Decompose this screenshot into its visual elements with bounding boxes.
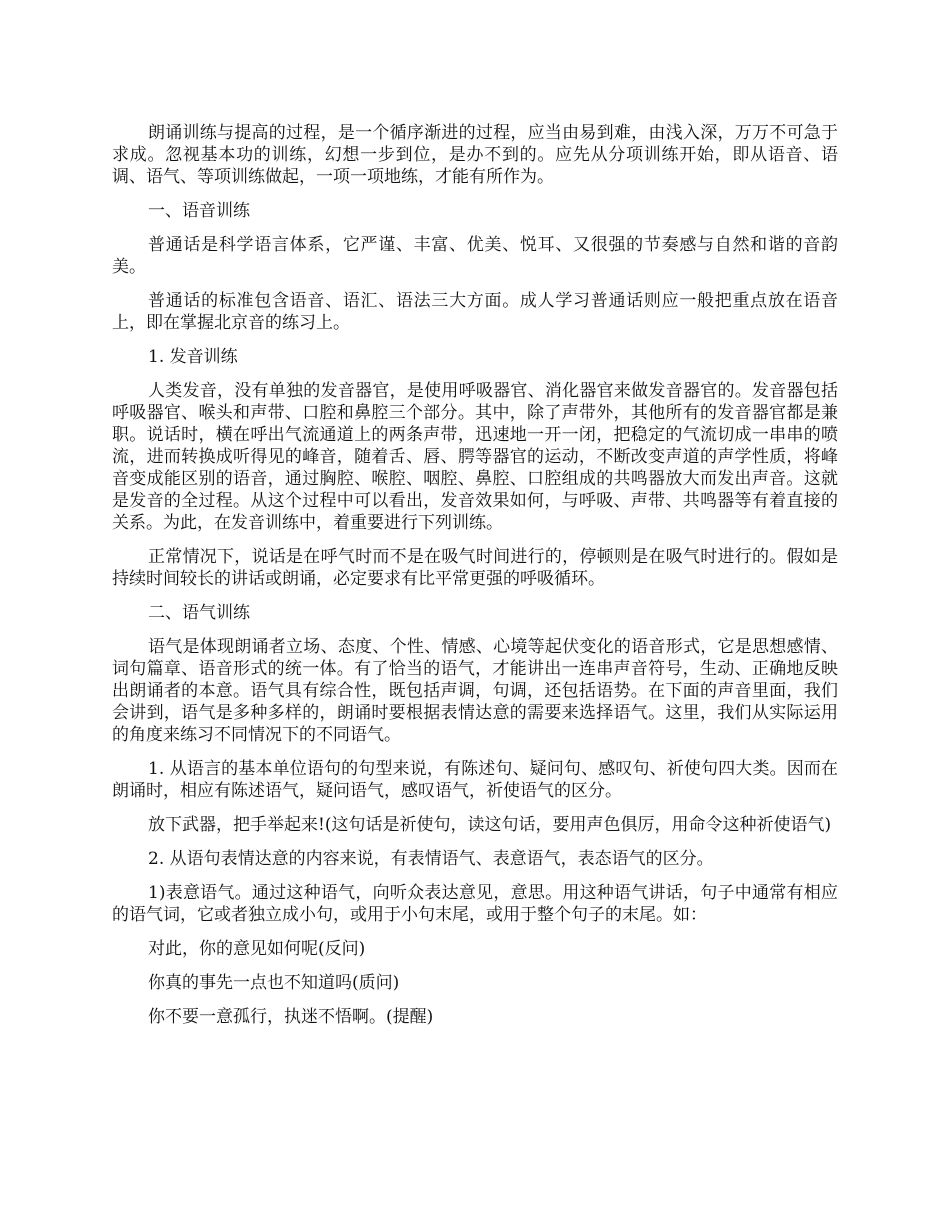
paragraph-tone-definition: 语气是体现朗诵者立场、态度、个性、情感、心境等起伏变化的语音形式，它是思想感情、词句篇章、语音形式的统一体。有了恰当的语气，才能讲出一连串声音符号，生动、正确地反映出朗诵者的本意。语气具有综合性，既包括声调，句调，还包括语势。在下面的声音里面，我们会讲到，语气是多种多样的，朗诵时要根据表情达意的需要来选择语气。这里，我们从实际运用的角度来练习不同情况下的不同语气。 [112, 637, 838, 745]
example-rhetorical: 对此，你的意见如何呢(反问) [148, 939, 366, 959]
subsection-heading-articulation: 1. 发音训练 [148, 347, 238, 367]
section-heading-pronunciation: 一、语音训练 [148, 201, 250, 221]
example-interrogation: 你真的事先一点也不知道吗(质问) [148, 973, 400, 993]
paragraph-articulation: 人类发音，没有单独的发音器官，是使用呼吸器官、消化器官来做发音器官的。发音器包括呼吸器官、喉头和声带、口腔和鼻腔三个部分。其中，除了声带外，其他所有的发音器官都是兼职。说话时，横在呼出气流通道上的两条声带，迅速地一开一闭，把稳定的气流切成一串串的喷流，进而转换成听得见的峰音，随着舌、唇、腭等器官的运动，不断改变声道的声学性质，将峰音变成能区别的语音，通过胸腔、喉腔、咽腔、鼻腔、口腔组成的共鸣器放大而发出声音。这就是发音的全过程。从这个过程中可以看出，发音效果如何，与呼吸、声带、共鸣器等有着直接的关系。为此，在发音训练中，着重要进行下列训练。 [112, 381, 838, 533]
document-page [112, 122, 838, 1040]
paragraph-sentence-types: 1. 从语言的基本单位语句的句型来说，有陈述句、疑问句、感叹句、祈使句四大类。因而在朗诵时，相应有陈述语气，疑问语气，感叹语气，祈使语气的区分。 [112, 759, 838, 801]
paragraph-imperative-example: 放下武器，把手举起来!(这句话是祈使句，读这句话，要用声色俱厉，用命令这种祈使语气) [148, 815, 832, 835]
section-heading-tone: 二、语气训练 [148, 603, 250, 623]
paragraph-putonghua-standard: 普通话的标准包含语音、语汇、语法三大方面。成人学习普通话则应一般把重点放在语音上，即在掌握北京音的练习上。 [112, 291, 838, 333]
example-reminder: 你不要一意孤行，执迷不悟啊。(提醒) [148, 1007, 434, 1027]
paragraph-expression-types: 2. 从语句表情达意的内容来说，有表情语气、表意语气，表态语气的区分。 [148, 849, 714, 869]
paragraph-breathing: 正常情况下，说话是在呼气时而不是在吸气时间进行的，停顿则是在吸气时进行的。假如是持续时间较长的讲话或朗诵，必定要求有比平常更强的呼吸循环。 [112, 547, 838, 589]
paragraph-ideational-tone: 1)表意语气。通过这种语气，向听众表达意见，意思。用这种语气讲话，句子中通常有相应的语气词，它或者独立成小句，或用于小句末尾，或用于整个句子的末尾。如： [112, 883, 838, 925]
paragraph-putonghua-system: 普通话是科学语言体系，它严谨、丰富、优美、悦耳、又很强的节奏感与自然和谐的音韵美。 [112, 235, 838, 277]
paragraph-intro: 朗诵训练与提高的过程，是一个循序渐进的过程，应当由易到难，由浅入深，万万不可急于求成。忽视基本功的训练，幻想一步到位，是办不到的。应先从分项训练开始，即从语音、语调、语气、等项训练做起，一项一项地练，才能有所作为。 [112, 123, 838, 187]
